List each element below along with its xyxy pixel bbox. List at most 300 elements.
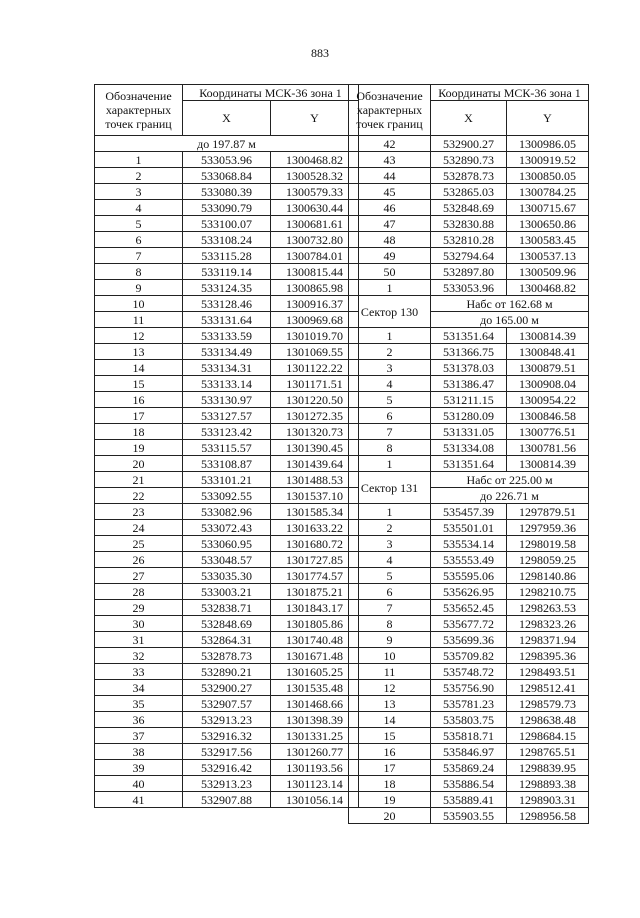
y-value: 1301535.48 [271, 680, 359, 696]
table-row [95, 200, 359, 216]
table-row [349, 568, 589, 584]
table-row [95, 728, 359, 744]
x-value: 533124.35 [183, 280, 271, 296]
x-value: 531386.47 [431, 376, 507, 392]
y-value: 1300916.37 [271, 296, 359, 312]
y-value: 1301193.56 [271, 760, 359, 776]
y-value: 1300879.51 [507, 360, 589, 376]
sector-range-to: до 226.71 м [431, 488, 589, 504]
table-row [95, 344, 359, 360]
point-number: 6 [349, 408, 431, 424]
y-value: 1301171.51 [271, 376, 359, 392]
point-number: 5 [349, 568, 431, 584]
point-number: 32 [95, 648, 183, 664]
y-value: 1298323.26 [507, 616, 589, 632]
point-number: 11 [349, 664, 431, 680]
x-value: 535818.71 [431, 728, 507, 744]
y-value: 1300732.80 [271, 232, 359, 248]
point-number: 10 [349, 648, 431, 664]
point-number: 19 [95, 440, 183, 456]
point-number: 10 [95, 296, 183, 312]
table-row [95, 488, 359, 504]
point-number: 2 [349, 520, 431, 536]
table-row [95, 152, 359, 168]
x-value: 533090.79 [183, 200, 271, 216]
table-row [349, 392, 589, 408]
y-value: 1298839.95 [507, 760, 589, 776]
y-value: 1298493.51 [507, 664, 589, 680]
y-value: 1301843.17 [271, 600, 359, 616]
x-value: 532890.73 [431, 152, 507, 168]
sector-label: Сектор 131 [349, 472, 431, 504]
y-value: 1298140.86 [507, 568, 589, 584]
point-number: 34 [95, 680, 183, 696]
table-row [349, 424, 589, 440]
y-value: 1301260.77 [271, 744, 359, 760]
x-value: 533133.14 [183, 376, 271, 392]
table-row [349, 584, 589, 600]
x-value: 535501.01 [431, 520, 507, 536]
x-value: 533072.43 [183, 520, 271, 536]
sector-range-to: до 165.00 м [431, 312, 589, 328]
table-row [95, 520, 359, 536]
table-row [349, 792, 589, 808]
x-value: 535534.14 [431, 536, 507, 552]
point-number: 42 [349, 136, 431, 152]
x-value: 532848.69 [431, 200, 507, 216]
x-value: 531331.05 [431, 424, 507, 440]
point-number: 43 [349, 152, 431, 168]
x-value: 532907.57 [183, 696, 271, 712]
y-value: 1298210.75 [507, 584, 589, 600]
y-value: 1300986.05 [507, 136, 589, 152]
point-number: 2 [95, 168, 183, 184]
y-value: 1300814.39 [507, 328, 589, 344]
table-row [349, 536, 589, 552]
point-number: 12 [349, 680, 431, 696]
point-number: 3 [349, 536, 431, 552]
table-row [95, 376, 359, 392]
x-value: 533133.59 [183, 328, 271, 344]
table-row [349, 280, 589, 296]
x-value: 533130.97 [183, 392, 271, 408]
table-row [95, 568, 359, 584]
point-number: 16 [349, 744, 431, 760]
y-value: 1301875.21 [271, 584, 359, 600]
right-coordinates-table [348, 84, 589, 824]
x-value: 533123.42 [183, 424, 271, 440]
point-number: 31 [95, 632, 183, 648]
x-value: 532878.73 [183, 648, 271, 664]
table-row [349, 136, 589, 152]
table-row [95, 264, 359, 280]
table-row [349, 376, 589, 392]
x-value: 531351.64 [431, 328, 507, 344]
table-row [95, 408, 359, 424]
x-value: 535781.23 [431, 696, 507, 712]
point-designation-header: Обозначение характерных точек границ [95, 85, 183, 136]
table-row [95, 504, 359, 520]
table-row [349, 360, 589, 376]
x-value: 532913.23 [183, 776, 271, 792]
table-row [349, 408, 589, 424]
y-value: 1298395.36 [507, 648, 589, 664]
table-row [349, 616, 589, 632]
point-number: 25 [95, 536, 183, 552]
section-label: до 197.87 м [95, 136, 359, 152]
point-number: 8 [95, 264, 183, 280]
point-number: 16 [95, 392, 183, 408]
header-row [95, 85, 359, 101]
x-value: 533108.87 [183, 456, 271, 472]
y-value: 1300814.39 [507, 456, 589, 472]
point-number: 28 [95, 584, 183, 600]
point-number: 12 [95, 328, 183, 344]
table-row [95, 248, 359, 264]
y-value: 1301331.25 [271, 728, 359, 744]
point-number: 11 [95, 312, 183, 328]
y-value: 1301122.22 [271, 360, 359, 376]
table-row [95, 696, 359, 712]
y-value: 1300681.61 [271, 216, 359, 232]
point-number: 21 [95, 472, 183, 488]
point-number: 13 [95, 344, 183, 360]
table-row [95, 312, 359, 328]
point-number: 35 [95, 696, 183, 712]
y-value: 1300969.68 [271, 312, 359, 328]
table-row [349, 152, 589, 168]
x-value: 532830.88 [431, 216, 507, 232]
y-value: 1300650.86 [507, 216, 589, 232]
x-value: 533128.46 [183, 296, 271, 312]
y-value: 1298512.41 [507, 680, 589, 696]
y-value: 1301727.85 [271, 552, 359, 568]
point-number: 5 [95, 216, 183, 232]
table-row [95, 232, 359, 248]
x-value: 535903.55 [431, 808, 507, 824]
x-value: 533101.21 [183, 472, 271, 488]
point-designation-header: Обозначение характерных точек границ [349, 85, 431, 136]
point-number: 36 [95, 712, 183, 728]
point-number: 37 [95, 728, 183, 744]
sector-range-from: Набс от 225.00 м [431, 472, 589, 488]
x-value: 535756.90 [431, 680, 507, 696]
table-row [95, 168, 359, 184]
x-value: 533035.30 [183, 568, 271, 584]
x-value: 532864.31 [183, 632, 271, 648]
y-value: 1298579.73 [507, 696, 589, 712]
point-number: 24 [95, 520, 183, 536]
y-value: 1300919.52 [507, 152, 589, 168]
y-value: 1301605.25 [271, 664, 359, 680]
x-value: 532838.71 [183, 600, 271, 616]
y-value: 1300848.41 [507, 344, 589, 360]
point-number: 46 [349, 200, 431, 216]
point-number: 5 [349, 392, 431, 408]
point-number: 17 [349, 760, 431, 776]
point-number: 3 [95, 184, 183, 200]
x-value: 535846.97 [431, 744, 507, 760]
point-number: 45 [349, 184, 431, 200]
x-value: 533092.55 [183, 488, 271, 504]
point-number: 9 [95, 280, 183, 296]
point-number: 29 [95, 600, 183, 616]
table-row [95, 424, 359, 440]
table-row [349, 664, 589, 680]
y-value: 1301740.48 [271, 632, 359, 648]
point-number: 50 [349, 264, 431, 280]
y-value: 1300784.01 [271, 248, 359, 264]
y-value: 1300509.96 [507, 264, 589, 280]
x-column-header: X [431, 101, 507, 136]
y-value: 1298638.48 [507, 712, 589, 728]
y-value: 1298956.58 [507, 808, 589, 824]
point-number: 8 [349, 616, 431, 632]
y-value: 1300528.32 [271, 168, 359, 184]
y-value: 1301671.48 [271, 648, 359, 664]
y-value: 1298371.94 [507, 632, 589, 648]
x-value: 533134.31 [183, 360, 271, 376]
point-number: 44 [349, 168, 431, 184]
table-row [349, 600, 589, 616]
point-number: 13 [349, 696, 431, 712]
point-number: 18 [349, 776, 431, 792]
point-number: 48 [349, 232, 431, 248]
section-row [95, 136, 359, 152]
x-value: 532810.28 [431, 232, 507, 248]
x-value: 531280.09 [431, 408, 507, 424]
x-value: 533115.57 [183, 440, 271, 456]
y-value: 1301390.45 [271, 440, 359, 456]
y-value: 1300468.82 [507, 280, 589, 296]
point-number: 7 [349, 600, 431, 616]
point-number: 38 [95, 744, 183, 760]
table-row [95, 440, 359, 456]
table-row [95, 280, 359, 296]
x-value: 532913.23 [183, 712, 271, 728]
table-row [349, 808, 589, 824]
table-row [349, 728, 589, 744]
sector-header-row [349, 472, 589, 488]
table-row [95, 328, 359, 344]
table-row [95, 216, 359, 232]
x-value: 533115.28 [183, 248, 271, 264]
point-number: 4 [95, 200, 183, 216]
coordinates-group-header: Координаты МСК-36 зона 1 [183, 85, 359, 101]
y-value: 1301633.22 [271, 520, 359, 536]
x-value: 533053.96 [431, 280, 507, 296]
table-row [95, 632, 359, 648]
point-number: 26 [95, 552, 183, 568]
x-value: 531378.03 [431, 360, 507, 376]
x-value: 532900.27 [431, 136, 507, 152]
y-value: 1298893.38 [507, 776, 589, 792]
x-value: 533053.96 [183, 152, 271, 168]
point-number: 14 [349, 712, 431, 728]
point-number: 4 [349, 376, 431, 392]
table-row [95, 392, 359, 408]
table-row [349, 632, 589, 648]
y-value: 1298263.53 [507, 600, 589, 616]
point-number: 19 [349, 792, 431, 808]
table-row [349, 504, 589, 520]
y-value: 1300781.56 [507, 440, 589, 456]
table-row [349, 184, 589, 200]
y-value: 1301439.64 [271, 456, 359, 472]
y-value: 1301123.14 [271, 776, 359, 792]
x-value: 535457.39 [431, 504, 507, 520]
y-value: 1300715.67 [507, 200, 589, 216]
x-value: 531366.75 [431, 344, 507, 360]
header-row [349, 85, 589, 101]
point-number: 27 [95, 568, 183, 584]
table-row [95, 456, 359, 472]
y-value: 1298019.58 [507, 536, 589, 552]
table-row [349, 264, 589, 280]
point-number: 6 [349, 584, 431, 600]
table-row [349, 744, 589, 760]
y-column-header: Y [507, 101, 589, 136]
y-value: 1300784.25 [507, 184, 589, 200]
table-row [349, 328, 589, 344]
x-value: 533119.14 [183, 264, 271, 280]
point-number: 2 [349, 344, 431, 360]
point-number: 23 [95, 504, 183, 520]
coordinates-group-header: Координаты МСК-36 зона 1 [431, 85, 589, 101]
x-value: 533131.64 [183, 312, 271, 328]
x-value: 532917.56 [183, 744, 271, 760]
table-row [349, 168, 589, 184]
table-row [95, 296, 359, 312]
point-number: 20 [349, 808, 431, 824]
table-row [95, 472, 359, 488]
x-value: 535652.45 [431, 600, 507, 616]
y-value: 1301774.57 [271, 568, 359, 584]
y-value: 1300850.05 [507, 168, 589, 184]
y-value: 1301272.35 [271, 408, 359, 424]
x-column-header: X [183, 101, 271, 136]
x-value: 535889.41 [431, 792, 507, 808]
sector-header-row [349, 296, 589, 312]
y-value: 1300908.04 [507, 376, 589, 392]
table-row [349, 696, 589, 712]
x-value: 535699.36 [431, 632, 507, 648]
y-value: 1300579.33 [271, 184, 359, 200]
point-number: 9 [349, 632, 431, 648]
x-value: 533100.07 [183, 216, 271, 232]
x-value: 531211.15 [431, 392, 507, 408]
point-number: 3 [349, 360, 431, 376]
table-row [95, 184, 359, 200]
x-value: 533134.49 [183, 344, 271, 360]
sector-label: Сектор 130 [349, 296, 431, 328]
point-number: 8 [349, 440, 431, 456]
x-value: 533108.24 [183, 232, 271, 248]
y-value: 1300583.45 [507, 232, 589, 248]
table-row [95, 776, 359, 792]
y-value: 1300954.22 [507, 392, 589, 408]
point-number: 7 [349, 424, 431, 440]
point-number: 33 [95, 664, 183, 680]
x-value: 535709.82 [431, 648, 507, 664]
y-value: 1298684.15 [507, 728, 589, 744]
y-value: 1300630.44 [271, 200, 359, 216]
table-row [349, 440, 589, 456]
point-number: 49 [349, 248, 431, 264]
table-row [95, 792, 359, 808]
y-value: 1301056.14 [271, 792, 359, 808]
x-value: 535677.72 [431, 616, 507, 632]
point-number: 15 [95, 376, 183, 392]
x-value: 535626.95 [431, 584, 507, 600]
y-value: 1298765.51 [507, 744, 589, 760]
x-value: 532794.64 [431, 248, 507, 264]
x-value: 532916.42 [183, 760, 271, 776]
y-value: 1301537.10 [271, 488, 359, 504]
table-row [95, 648, 359, 664]
table-row [349, 648, 589, 664]
y-value: 1301488.53 [271, 472, 359, 488]
x-value: 535886.54 [431, 776, 507, 792]
table-row [349, 456, 589, 472]
x-value: 535869.24 [431, 760, 507, 776]
point-number: 41 [95, 792, 183, 808]
y-value: 1300776.51 [507, 424, 589, 440]
x-value: 532907.88 [183, 792, 271, 808]
table-row [349, 552, 589, 568]
x-value: 531334.08 [431, 440, 507, 456]
point-number: 39 [95, 760, 183, 776]
x-value: 533060.95 [183, 536, 271, 552]
left-coordinates-table [94, 84, 359, 808]
x-value: 533003.21 [183, 584, 271, 600]
table-row [95, 744, 359, 760]
point-number: 20 [95, 456, 183, 472]
y-value: 1297959.36 [507, 520, 589, 536]
table-row [95, 536, 359, 552]
y-value: 1298059.25 [507, 552, 589, 568]
y-value: 1300468.82 [271, 152, 359, 168]
x-value: 532848.69 [183, 616, 271, 632]
y-value: 1301320.73 [271, 424, 359, 440]
x-value: 533068.84 [183, 168, 271, 184]
table-row [95, 760, 359, 776]
table-row [95, 600, 359, 616]
point-number: 47 [349, 216, 431, 232]
y-value: 1300815.44 [271, 264, 359, 280]
page-number: 883 [311, 46, 329, 60]
x-value: 535803.75 [431, 712, 507, 728]
table-row [95, 712, 359, 728]
table-row [95, 616, 359, 632]
y-value: 1301680.72 [271, 536, 359, 552]
y-value: 1300865.98 [271, 280, 359, 296]
point-number: 15 [349, 728, 431, 744]
x-value: 533127.57 [183, 408, 271, 424]
table-row [95, 552, 359, 568]
point-number: 22 [95, 488, 183, 504]
x-value: 535748.72 [431, 664, 507, 680]
sector-range-from: Набс от 162.68 м [431, 296, 589, 312]
y-value: 1301069.55 [271, 344, 359, 360]
table-row [349, 776, 589, 792]
table-row [95, 664, 359, 680]
y-value: 1301220.50 [271, 392, 359, 408]
point-number: 40 [95, 776, 183, 792]
x-value: 532897.80 [431, 264, 507, 280]
point-number: 1 [349, 504, 431, 520]
table-row [95, 680, 359, 696]
